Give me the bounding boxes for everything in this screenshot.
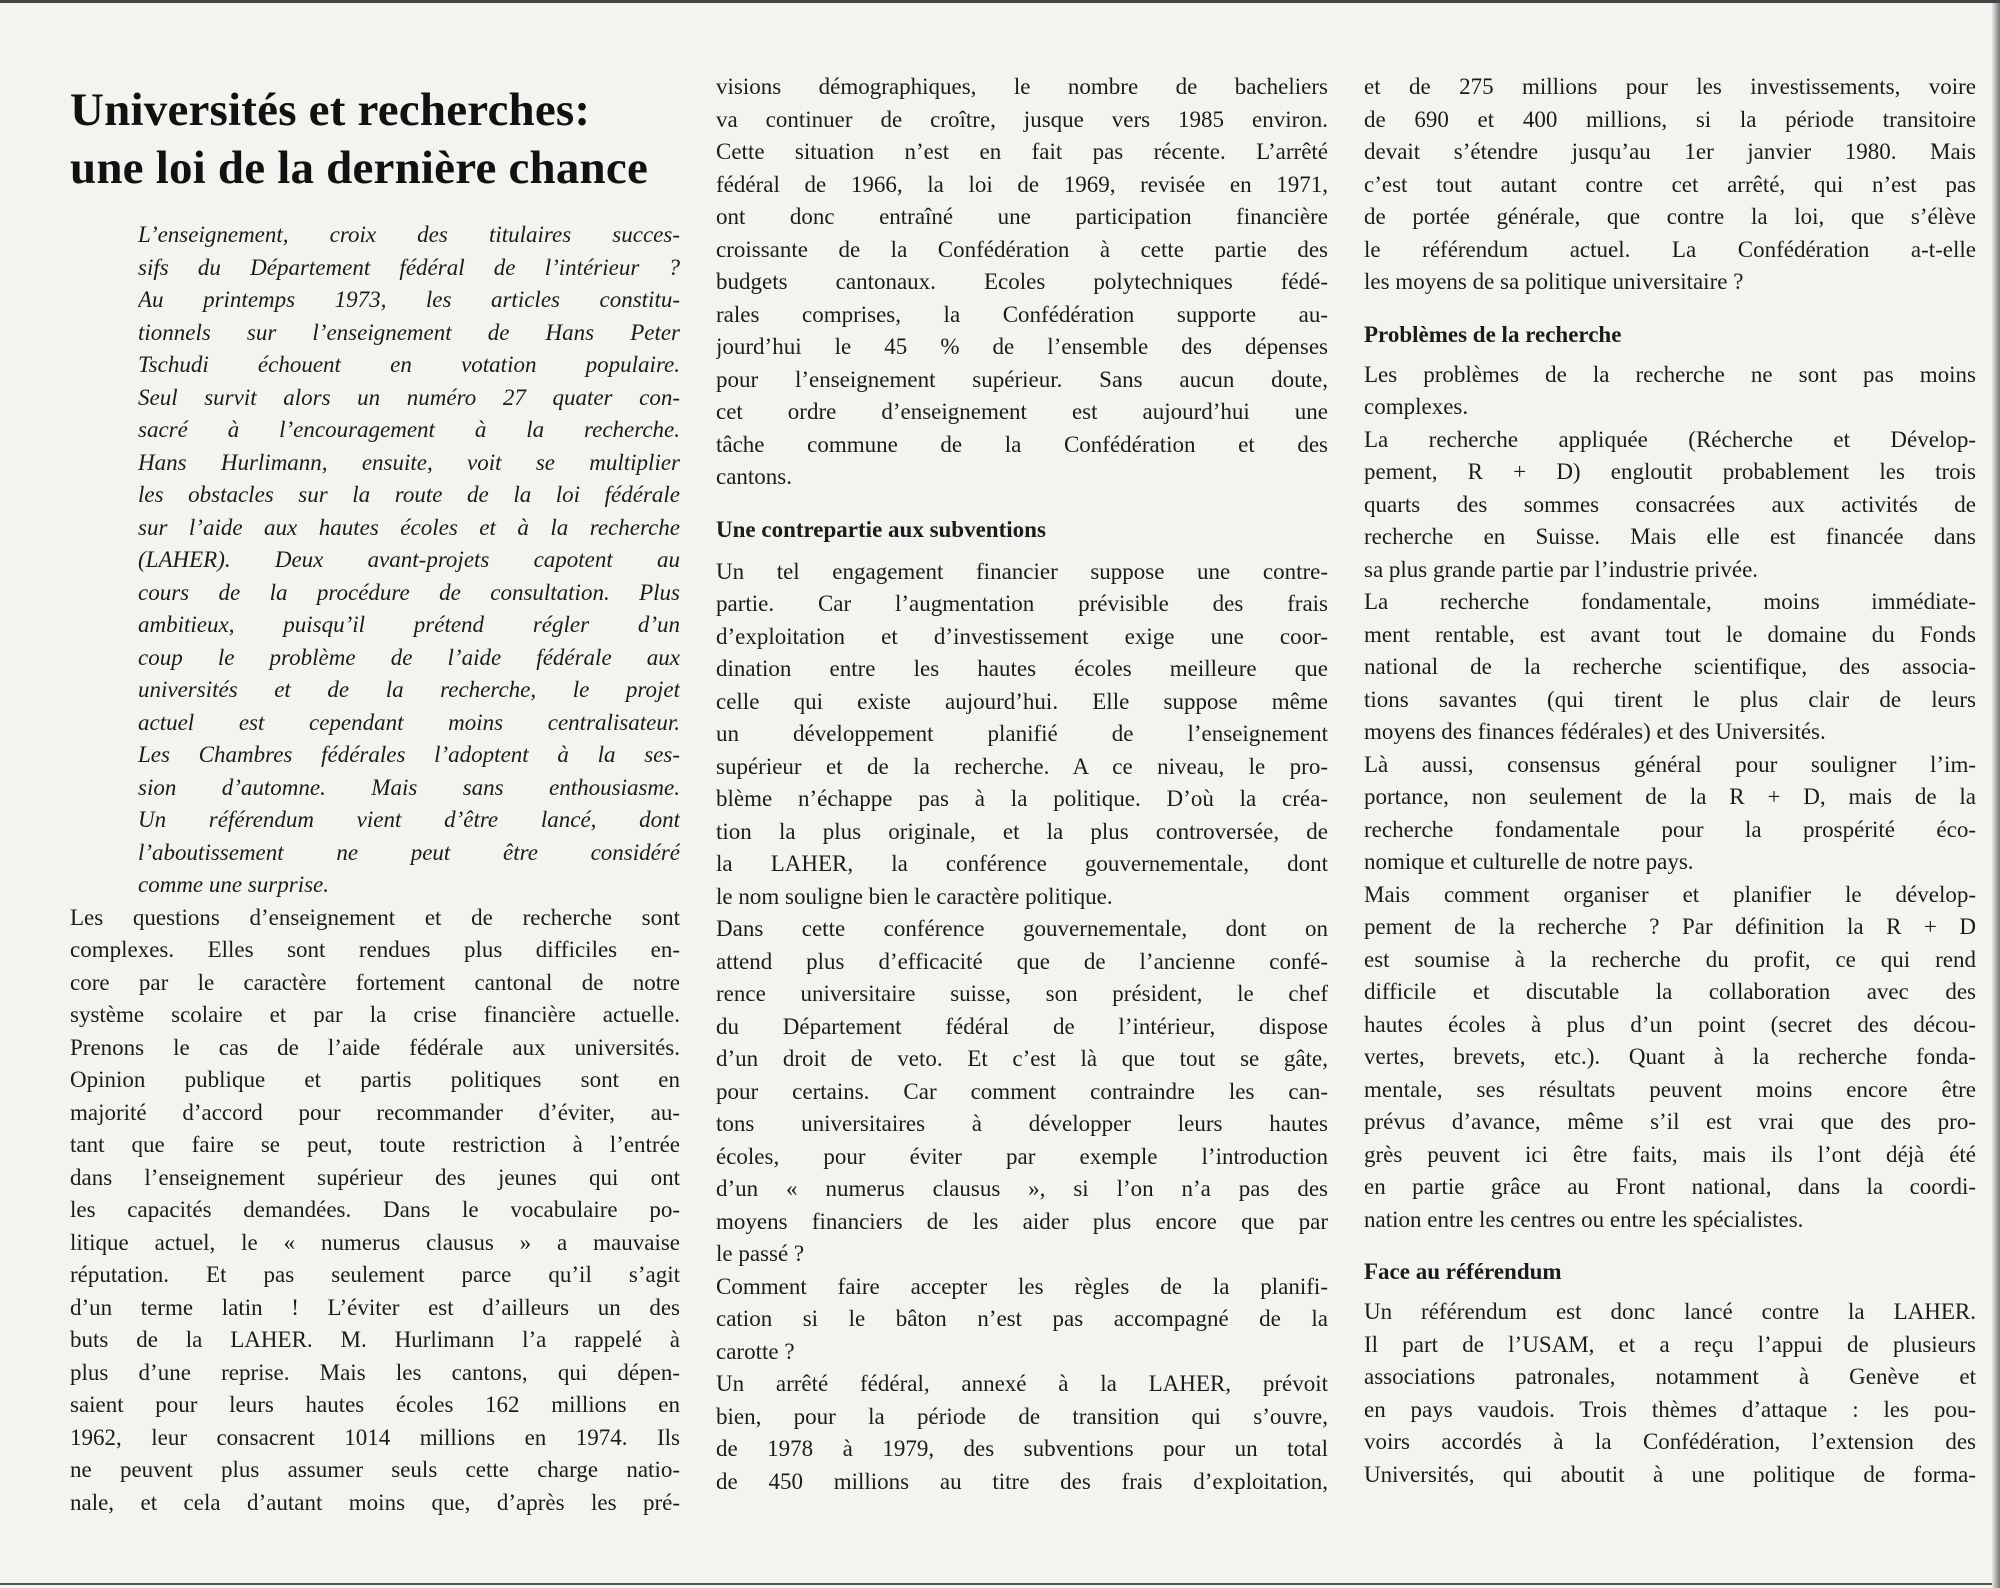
text-line: Comment faire accepter les règles de la planifi- xyxy=(716,1273,1328,1299)
body-paragraph xyxy=(1364,71,1976,299)
text-line: Mais comment organiser et planifier le dévelop- xyxy=(1364,881,1976,907)
text-line: et de 275 millions pour les investissements, voire xyxy=(1364,74,1976,99)
text-line: litique actuel, le « numerus clausus » a mauvaise xyxy=(70,1229,680,1255)
text-line: l’aboutissement ne peut être considéré xyxy=(138,839,680,865)
body-paragraph xyxy=(1364,586,1976,749)
page-edge-shadow xyxy=(1992,3,2000,1588)
text-line: dination entre les hautes écoles meilleure que xyxy=(716,656,1328,681)
text-line: Au printemps 1973, les articles constitu- xyxy=(138,287,680,312)
text-line: celle qui existe aujourd’hui. Elle suppose même xyxy=(716,688,1328,714)
text-line: écoles, pour éviter par exemple l’introduction xyxy=(716,1143,1328,1169)
text-line: Un référendum est donc lancé contre la LAHER. xyxy=(1364,1299,1976,1324)
text-line: cantons. xyxy=(716,464,793,489)
text-line: Un référendum vient d’être lancé, dont xyxy=(138,807,680,832)
text-line: visions démographiques, le nombre de bacheliers xyxy=(716,74,1328,99)
text-line: réputation. Et pas seulement parce qu’il s’agit xyxy=(70,1262,680,1287)
body-paragraph xyxy=(1364,424,1976,587)
text-line: core par le caractère fortement cantonal de notre xyxy=(70,969,680,995)
text-line: budgets cantonaux. Ecoles polytechniques fédé- xyxy=(716,269,1328,294)
text-line: Tschudi échouent en votation populaire. xyxy=(138,352,680,377)
lead-paragraph xyxy=(138,219,680,902)
title-line: une loi de la dernière chance xyxy=(70,142,649,194)
text-line: rales comprises, la Confédération supporte au- xyxy=(716,301,1328,327)
text-line: Dans cette conférence gouvernementale, dont on xyxy=(716,916,1328,941)
section-heading: Face au référendum xyxy=(1364,1259,1562,1284)
text-line: attend plus d’efficacité que de l’ancienne confé- xyxy=(716,948,1328,974)
text-line: moyens des finances fédérales) et des Universités. xyxy=(1364,719,1826,744)
text-line: un développement planifié de l’enseignement xyxy=(716,721,1328,746)
text-line: prévus d’avance, même s’il est vrai que des pro- xyxy=(1364,1109,1976,1134)
text-line: 1962, leur consacrent 1014 millions en 1974. Ils xyxy=(70,1424,680,1450)
text-line: buts de la LAHER. M. Hurlimann l’a rappelé à xyxy=(70,1327,680,1352)
text-line: La recherche appliquée (Récherche et Dévelop- xyxy=(1364,426,1976,452)
text-line: ambitieux, puisqu’il prétend régler d’un xyxy=(138,612,680,637)
text-line: Universités, qui aboutit à une politique de forma- xyxy=(1364,1461,1976,1487)
body-paragraph xyxy=(716,71,1328,494)
text-line: pement de la recherche ? Par définition la R + D xyxy=(1364,914,1976,939)
text-line: voirs accordés à la Confédération, l’extension des xyxy=(1364,1429,1976,1454)
text-line: Un arrêté fédéral, annexé à la LAHER, prévoit xyxy=(716,1371,1328,1396)
text-line: tionnels sur l’enseignement de Hans Peter xyxy=(138,319,680,345)
text-line: d’un « numerus clausus », si l’on n’a pas des xyxy=(716,1176,1328,1201)
text-line: Seul survit alors un numéro 27 quater con- xyxy=(138,384,680,410)
text-line: sifs du Département fédéral de l’intérieur ? xyxy=(138,254,680,280)
text-line: complexes. Elles sont rendues plus difficiles en- xyxy=(70,937,680,962)
text-line: saient pour leurs hautes écoles 162 millions en xyxy=(70,1392,680,1417)
text-line: comme une surprise. xyxy=(138,872,329,897)
text-line: sacré à l’encouragement à la recherche. xyxy=(138,417,680,442)
text-line: ment rentable, est avant tout le domaine du Fonds xyxy=(1364,621,1976,647)
column-1 xyxy=(70,71,680,1519)
text-line: du Département fédéral de l’intérieur, dispose xyxy=(716,1013,1328,1039)
text-line: universités et de la recherche, le projet xyxy=(138,677,680,702)
text-line: supérieur et de la recherche. A ce niveau, le pro- xyxy=(716,753,1328,779)
text-line: quarts des sommes consacrées aux activités de xyxy=(1364,491,1976,517)
text-line: majorité d’accord pour recommander d’éviter, au- xyxy=(70,1099,680,1125)
text-line: cours de la procédure de consultation. Plus xyxy=(138,579,680,605)
text-line: les moyens de sa politique universitaire ? xyxy=(1364,269,1744,294)
text-line: vertes, brevets, etc.). Quant à la recherche fonda- xyxy=(1364,1044,1976,1069)
text-line: plus d’une reprise. Mais les cantons, qui dépen- xyxy=(70,1359,680,1385)
text-line: fédéral de 1966, la loi de 1969, revisée en 1971, xyxy=(716,171,1328,197)
text-line: nale, et cela d’autant moins que, d’après les pré- xyxy=(70,1489,680,1515)
body-paragraph xyxy=(1364,1296,1976,1491)
text-line: système scolaire et par la crise financière actuelle. xyxy=(70,1002,680,1027)
text-line: La recherche fondamentale, moins immédiate- xyxy=(1364,589,1976,614)
text-line: d’un droit de veto. Et c’est là que tout se gâte, xyxy=(716,1046,1328,1071)
text-line: sion d’automne. Mais sans enthousiasme. xyxy=(138,774,680,800)
text-line: nation entre les centres ou entre les spécialistes. xyxy=(1364,1206,1804,1232)
text-line: Prenons le cas de l’aide fédérale aux universités. xyxy=(70,1034,680,1060)
text-line: en pays vaudois. Trois thèmes d’attaque : les pou- xyxy=(1364,1396,1976,1422)
text-line: de portée générale, que contre la loi, que s’élève xyxy=(1364,204,1976,229)
text-line: tion la plus originale, et la plus controversée, de xyxy=(716,818,1328,844)
body-paragraph xyxy=(1364,879,1976,1237)
text-line: ne peuvent plus assumer seuls cette charge natio- xyxy=(70,1457,680,1482)
section-heading: Problèmes de la recherche xyxy=(1364,321,1622,347)
text-line: grès peuvent ici être faits, mais ils l’ont déjà été xyxy=(1364,1141,1976,1167)
section-heading: Une contrepartie aux subventions xyxy=(716,516,1046,542)
text-line: complexes. xyxy=(1364,394,1469,419)
text-line: portance, non seulement de la R + D, mais de la xyxy=(1364,784,1976,809)
text-line: Opinion publique et partis politiques sont en xyxy=(70,1067,680,1092)
body-paragraph xyxy=(716,556,1328,914)
text-line: cation si le bâton n’est pas accompagné de la xyxy=(716,1306,1328,1331)
text-line: en partie grâce au Front national, dans la coordi- xyxy=(1364,1174,1976,1199)
text-line: partie. Car l’augmentation prévisible des frais xyxy=(716,591,1328,616)
text-line: le référendum actuel. La Confédération a-t-elle xyxy=(1364,236,1976,262)
text-line: pour certains. Car comment contraindre les can- xyxy=(716,1078,1328,1104)
text-line: va continuer de croître, jusque vers 1985 environ. xyxy=(716,106,1328,132)
text-line: sa plus grande partie par l’industrie privée. xyxy=(1364,556,1759,582)
text-line: Il part de l’USAM, et a reçu l’appui de plusieurs xyxy=(1364,1331,1976,1357)
text-line: rence universitaire suisse, son président, le chef xyxy=(716,981,1328,1006)
text-line: actuel est cependant moins centralisateur. xyxy=(138,709,680,735)
text-line: recherche en Suisse. Mais elle est financée dans xyxy=(1364,524,1976,549)
text-line: moyens financiers de les aider plus encore que par xyxy=(716,1208,1328,1234)
text-line: devait s’étendre jusqu’au 1er janvier 1980. Mais xyxy=(1364,139,1976,164)
text-line: jourd’hui le 45 % de l’ensemble des dépenses xyxy=(716,334,1328,359)
text-line: associations patronales, notamment à Genève et xyxy=(1364,1364,1976,1389)
column-3 xyxy=(1364,71,1976,1491)
text-line: Hans Hurlimann, ensuite, voit se multiplier xyxy=(138,449,680,475)
text-line: la LAHER, la conférence gouvernementale, dont xyxy=(716,851,1328,876)
text-line: c’est tout autant contre cet arrêté, qui n’est pas xyxy=(1364,171,1976,197)
text-line: de 450 millions au titre des frais d’exploitation, xyxy=(716,1468,1328,1494)
text-line: d’exploitation et d’investissement exige une coor- xyxy=(716,623,1328,649)
text-line: nomique et culturelle de notre pays. xyxy=(1364,849,1694,874)
text-line: pement, R + D) engloutit probablement les trois xyxy=(1364,459,1976,484)
text-line: d’un terme latin ! L’éviter est d’ailleurs un des xyxy=(70,1294,680,1320)
text-line: carotte ? xyxy=(716,1338,795,1364)
text-line: L’enseignement, croix des titulaires succes- xyxy=(138,222,680,247)
text-line: cet ordre d’enseignement est aujourd’hui une xyxy=(716,399,1328,424)
body-paragraph xyxy=(70,902,680,1520)
text-line: dans l’enseignement supérieur des jeunes qui ont xyxy=(70,1164,680,1190)
text-line: bien, pour la période de transition qui s’ouvre, xyxy=(716,1403,1328,1429)
text-line: sur l’aide aux hautes écoles et à la recherche xyxy=(138,514,680,540)
text-line: de 1978 à 1979, des subventions pour un total xyxy=(716,1436,1328,1461)
text-line: Les Chambres fédérales l’adoptent à la ses- xyxy=(138,742,680,767)
text-line: de 690 et 400 millions, si la période transitoire xyxy=(1364,106,1976,132)
text-line: Là aussi, consensus général pour souligner l’im- xyxy=(1364,751,1976,777)
body-paragraph xyxy=(716,1368,1328,1498)
text-line: pour l’enseignement supérieur. Sans aucun doute, xyxy=(716,366,1328,392)
text-line: mentale, ses résultats peuvent moins encore être xyxy=(1364,1076,1976,1102)
text-line: tant que faire se peut, toute restriction à l’entrée xyxy=(70,1132,680,1157)
text-line: les capacités demandées. Dans le vocabulaire po- xyxy=(70,1197,680,1222)
body-paragraph xyxy=(716,1271,1328,1369)
text-line: est soumise à la recherche du profit, ce qui rend xyxy=(1364,946,1976,972)
text-line: tions savantes (qui tirent le plus clair de leurs xyxy=(1364,686,1976,712)
text-line: difficile et discutable la collaboration avec des xyxy=(1364,979,1976,1004)
text-line: les obstacles sur la route de la loi fédérale xyxy=(138,482,680,507)
text-line: (LAHER). Deux avant-projets capotent au xyxy=(138,547,680,572)
text-line: croissante de la Confédération à cette partie des xyxy=(716,236,1328,262)
text-line: hautes écoles à plus d’un point (secret des décou- xyxy=(1364,1011,1976,1037)
body-paragraph xyxy=(1364,359,1976,424)
text-line: Les questions d’enseignement et de recherche sont xyxy=(70,904,680,930)
text-line: recherche fondamentale pour la prospérité éco- xyxy=(1364,816,1976,842)
body-paragraph xyxy=(716,913,1328,1271)
text-line: le passé ? xyxy=(716,1241,805,1266)
text-line: tâche commune de la Confédération et des xyxy=(716,431,1328,457)
text-line: blème n’échappe pas à la politique. D’où la créa- xyxy=(716,786,1328,811)
title-line: Universités et recherches: xyxy=(70,84,591,136)
text-line: le nom souligne bien le caractère politique. xyxy=(716,883,1113,909)
text-line: national de la recherche scientifique, des associa- xyxy=(1364,654,1976,679)
article-title xyxy=(70,81,680,197)
text-line: ont donc entraîné une participation financière xyxy=(716,204,1328,229)
text-line: tons universitaires à développer leurs hautes xyxy=(716,1111,1328,1136)
text-line: Un tel engagement financier suppose une contre- xyxy=(716,558,1328,584)
text-line: coup le problème de l’aide fédérale aux xyxy=(138,644,680,670)
column-2 xyxy=(716,71,1328,1498)
text-line: Les problèmes de la recherche ne sont pas moins xyxy=(1364,361,1976,387)
body-paragraph xyxy=(1364,749,1976,879)
text-line: Cette situation n’est en fait pas récente. L’arrêté xyxy=(716,139,1328,164)
